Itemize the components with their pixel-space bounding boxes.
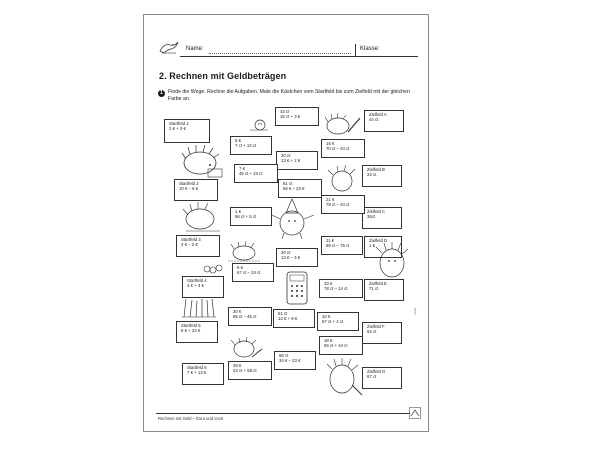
goal-label: Zielfeld E (369, 281, 387, 286)
start-expr: 2 € + 3 € (169, 126, 186, 132)
cell-expr: 67 ct – 24 ct (237, 270, 261, 276)
goal-value: 44 ct (369, 117, 379, 123)
cell-expr: 56 ct + 5 ct (235, 214, 257, 220)
cell-value: 43 ct (280, 109, 290, 114)
start-field-5 (176, 321, 218, 343)
worksheet-page (143, 14, 429, 432)
start-field-3 (176, 235, 220, 257)
cell-expr: 7 ct + 13 ct (235, 143, 257, 149)
start-expr: 7 € + 13 € (187, 370, 207, 376)
goal-value: 64 ct (367, 329, 377, 335)
task-number-badge: 1 (158, 90, 165, 97)
start-field-1 (164, 119, 210, 143)
path-cell (275, 107, 319, 126)
start-field-4 (182, 276, 224, 298)
goal-label: Zielfeld G (367, 369, 386, 374)
cell-expr: 56 ct + 44 ct (324, 343, 348, 349)
start-expr: 4 € + 3 € (187, 283, 204, 289)
cell-expr: 34 € – 23 € (279, 358, 301, 364)
path-cell (230, 136, 272, 155)
cell-expr: 78 ct – 14 ct (324, 286, 348, 292)
path-cell (276, 248, 318, 267)
goal-label: Zielfeld F (367, 324, 385, 329)
cell-value: 18 € (324, 338, 333, 343)
hedgehog-jumping-illustration (324, 165, 360, 195)
cell-value: 33 € (324, 281, 333, 286)
cell-value: 15 € (326, 141, 335, 146)
hedgehog-reading-illustration (178, 143, 226, 179)
start-label: Startfeld 1 (169, 121, 189, 126)
path-cell (321, 195, 365, 214)
path-cell (274, 351, 316, 370)
cell-value: 21 € (326, 197, 335, 202)
footer-rule (156, 413, 410, 414)
goal-field-f (362, 322, 402, 344)
cell-expr: 65 ct – 45 ct (233, 314, 257, 320)
cell-expr: 13 € – 3 € (281, 255, 301, 261)
cell-value: 11 € (326, 238, 335, 243)
cell-value: 28 € (233, 363, 242, 368)
start-expr: 10 € – 6 € (179, 186, 199, 192)
path-cell (317, 312, 359, 331)
goal-value: 67 ct (367, 374, 377, 380)
hedgehog-artist-illustration (324, 355, 364, 399)
path-cell (321, 236, 363, 255)
pencils-illustration (180, 297, 218, 319)
snail-illustration (248, 117, 270, 133)
cell-expr: 23 ct + 58 ct (233, 368, 257, 374)
path-cell (273, 309, 315, 328)
hedgehog-wizard-illustration (264, 195, 320, 241)
cell-value: 81 ct (283, 181, 293, 186)
coins-illustration (202, 263, 224, 275)
class-label: Klasse: (360, 46, 380, 52)
start-expr: 5 € + 23 € (181, 328, 201, 334)
goal-value: 71 ct (369, 286, 379, 292)
goal-field-c (362, 207, 402, 229)
start-field-2 (174, 179, 218, 201)
cell-value: 6 € (237, 265, 243, 270)
cell-expr: 70 ct – 34 ct (326, 146, 350, 152)
name-field (209, 53, 351, 54)
bird-logo-icon (158, 39, 180, 55)
goal-value: 1 € (369, 243, 375, 249)
goal-field-g (362, 367, 402, 389)
cell-value: 61 ct (278, 311, 288, 316)
name-label: Name: (186, 46, 204, 52)
cell-expr: 13 € + 8 € (278, 316, 298, 322)
header-separator (355, 44, 356, 56)
goal-label: Zielfeld D (369, 238, 388, 243)
cell-value: 20 ct (281, 153, 291, 158)
start-label: Startfeld 2 (179, 181, 199, 186)
cell-value: 20 € (233, 309, 242, 314)
page-title: 2. Rechnen mit Geldbeträgen (159, 71, 287, 81)
hedgehog-pencil-illustration (322, 112, 362, 138)
start-label: Startfeld 5 (181, 323, 201, 328)
start-expr: 3 € – 2 € (181, 242, 198, 248)
goal-label: Zielfeld A (369, 112, 387, 117)
hedgehog-writing-illustration (228, 337, 264, 361)
goal-field-b (362, 165, 402, 187)
cell-expr: 15 ct + 3 € (280, 114, 301, 120)
cell-expr: 99 ct – 76 ct (326, 243, 350, 249)
path-cell (228, 307, 272, 326)
hedgehog-running-illustration (226, 241, 262, 263)
start-label: Startfeld 4 (187, 278, 207, 283)
footer-text: Rechnen mit Geld – Euro und Cent (158, 416, 224, 421)
publisher-side-text: Verlag (414, 307, 417, 315)
goal-label: Zielfeld B (367, 167, 385, 172)
path-cell (232, 263, 274, 282)
calculator-illustration (284, 270, 310, 306)
hedgehog-sitting-illustration (180, 201, 224, 235)
path-cell (319, 336, 363, 355)
goal-field-a (364, 110, 404, 132)
header-rule (180, 56, 418, 57)
cell-value: 5 € (235, 138, 241, 143)
path-cell (319, 279, 363, 298)
task-instruction: Finde die Wege. Rechne die Aufgaben. Male die Kästchen vom Startfeld bis zum Zielfeld mit der gleichen Farbe an. (168, 89, 410, 102)
path-cell (321, 139, 365, 158)
goal-value: 36ct (367, 214, 376, 220)
start-label: Startfeld 6 (187, 365, 207, 370)
goal-label: Zielfeld C (367, 209, 386, 214)
start-field-6 (182, 363, 224, 385)
path-cell (276, 151, 318, 170)
cell-value: 20 ct (281, 250, 291, 255)
cell-value: 1 € (235, 209, 241, 214)
cell-expr: 45 ct + 23 ct (239, 171, 263, 177)
start-label: Startfeld 3 (181, 237, 201, 242)
path-cell (228, 361, 272, 380)
cell-value: 7 € (239, 166, 245, 171)
hedgehog-standing-illustration (370, 241, 414, 281)
publisher-logo-icon (409, 407, 421, 419)
path-cell (234, 164, 278, 183)
cell-expr: 13 € + 2 € (281, 158, 301, 164)
goal-value: 23 ct (367, 172, 377, 178)
cell-value: 68 ct (279, 353, 289, 358)
goal-field-e (364, 279, 404, 301)
cell-expr: 56 € – 23 € (283, 186, 305, 192)
cell-expr: 67 ct + 4 ct (322, 319, 344, 325)
cell-expr: 78 ct – 34 ct (326, 202, 350, 208)
cell-value: 10 € (322, 314, 331, 319)
